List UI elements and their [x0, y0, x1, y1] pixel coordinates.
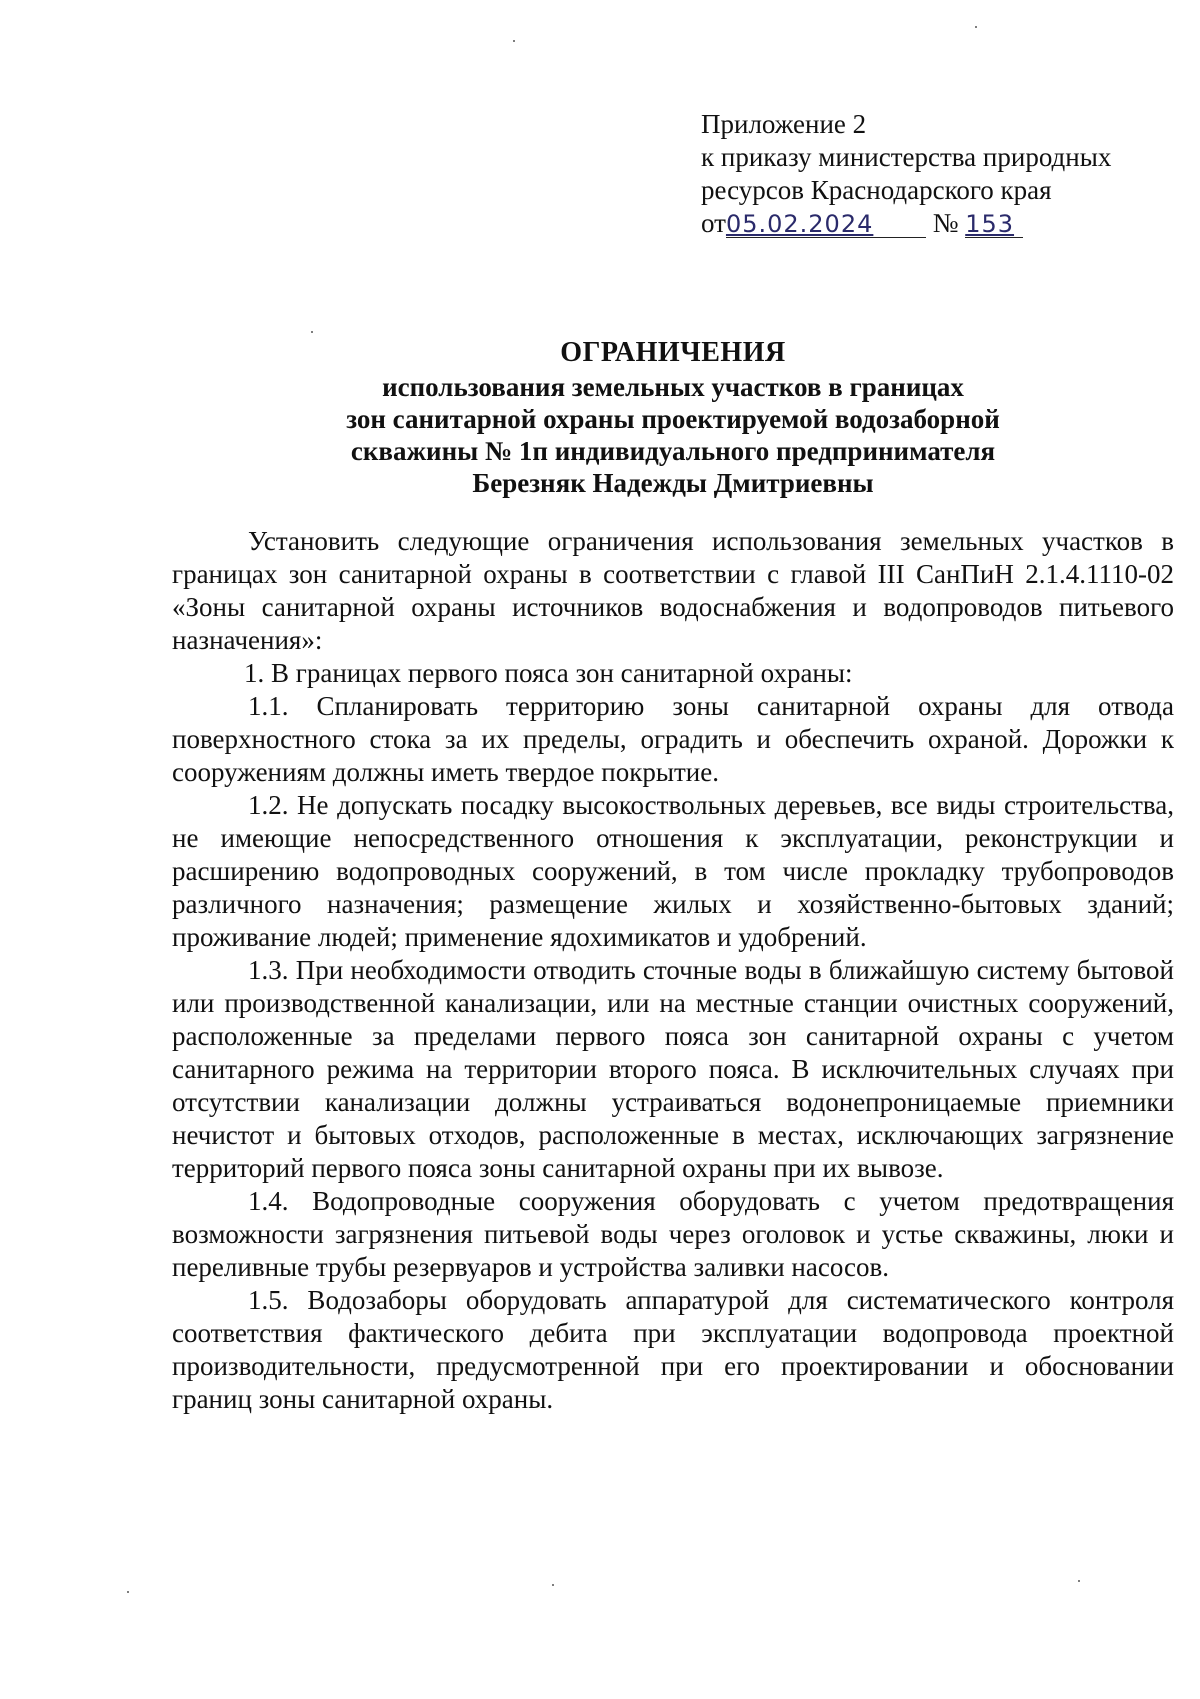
scan-speck	[975, 26, 977, 28]
title-line-1: использования земельных участков в границах	[382, 372, 964, 402]
scan-speck	[1078, 1580, 1080, 1582]
title-line-3: скважины № 1п индивидуального предпринимателя	[350, 436, 996, 466]
item-1-2: 1.2. Не допускать посадку высокоствольных деревьев, все виды строительства, не имеющие непосредственного отношения к эксплуатации, реконструкции и расширению водопроводных сооружений, в том числе прокладку трубопроводов различного назначения; размещение жилых и хозяйственно-бытовых зданий; проживание людей; применение ядохимикатов и удобрений.	[172, 790, 1174, 952]
scan-speck	[311, 331, 313, 333]
scan-speck	[127, 1591, 129, 1593]
scan-speck	[552, 1584, 554, 1586]
number-label: №	[932, 208, 959, 238]
document-body	[172, 525, 1174, 1416]
title-line-2: зон санитарной охраны проектируемой водозаборной	[346, 404, 1000, 434]
title-line-4: Березняк Надежды Дмитриевны	[472, 468, 874, 498]
title-heading: ОГРАНИЧЕНИЯ	[560, 337, 786, 368]
item-1-1: 1.1. Спланировать территорию зоны санитарной охраны для отвода поверхностного стока за их пределы, оградить и обеспечить охраной. Дорожки к сооружениям должны иметь твердое покрытие.	[172, 691, 1174, 787]
appendix-ministry: ресурсов Краснодарского края	[701, 175, 1052, 205]
document-title	[172, 335, 1174, 499]
item-1-3: 1.3. При необходимости отводить сточные воды в ближайшую систему бытовой или производственной канализации, или на местные станции очистных сооружений, расположенные за пределами первого пояса зон санитарной охраны с учетом санитарного режима на территории второго пояса. В исключительных случаях при отсутствии канализации должны устраиваться водонепроницаемые приемники нечистот и бытовых отходов, расположенные в местах, исключающих загрязнение территорий первого пояса зоны санитарной охраны при их вывозе.	[172, 955, 1174, 1183]
date-prefix: от	[701, 208, 726, 238]
appendix-block	[701, 108, 1111, 240]
handwritten-date: 05.02.2024	[725, 210, 874, 238]
appendix-order-ref: к приказу министерства природных	[701, 142, 1112, 172]
item-1-4: 1.4. Водопроводные сооружения оборудовать с учетом предотвращения возможности загрязнения питьевой воды через оголовок и устье скважины, люки и переливные трубы резервуаров и устройства заливки насосов.	[172, 1186, 1174, 1282]
handwritten-number: 153	[965, 210, 1015, 238]
appendix-title: Приложение 2	[701, 109, 867, 139]
appendix-date-number	[701, 207, 1111, 240]
section-1-heading: 1. В границах первого пояса зон санитарной охраны:	[244, 658, 853, 688]
item-1-5: 1.5. Водозаборы оборудовать аппаратурой для систематического контроля соответствия фактического дебита при эксплуатации водопровода проектной производительности, предусмотренной при его проектировании и обосновании границ зоны санитарной охраны.	[172, 1285, 1174, 1414]
intro-paragraph: Установить следующие ограничения использования земельных участков в границах зон санитарной охраны в соответствии с главой III СанПиН 2.1.4.1110-02 «Зоны санитарной охраны источников водоснабжения и водопроводов питьевого назначения»:	[172, 526, 1174, 655]
scan-speck	[513, 40, 515, 42]
